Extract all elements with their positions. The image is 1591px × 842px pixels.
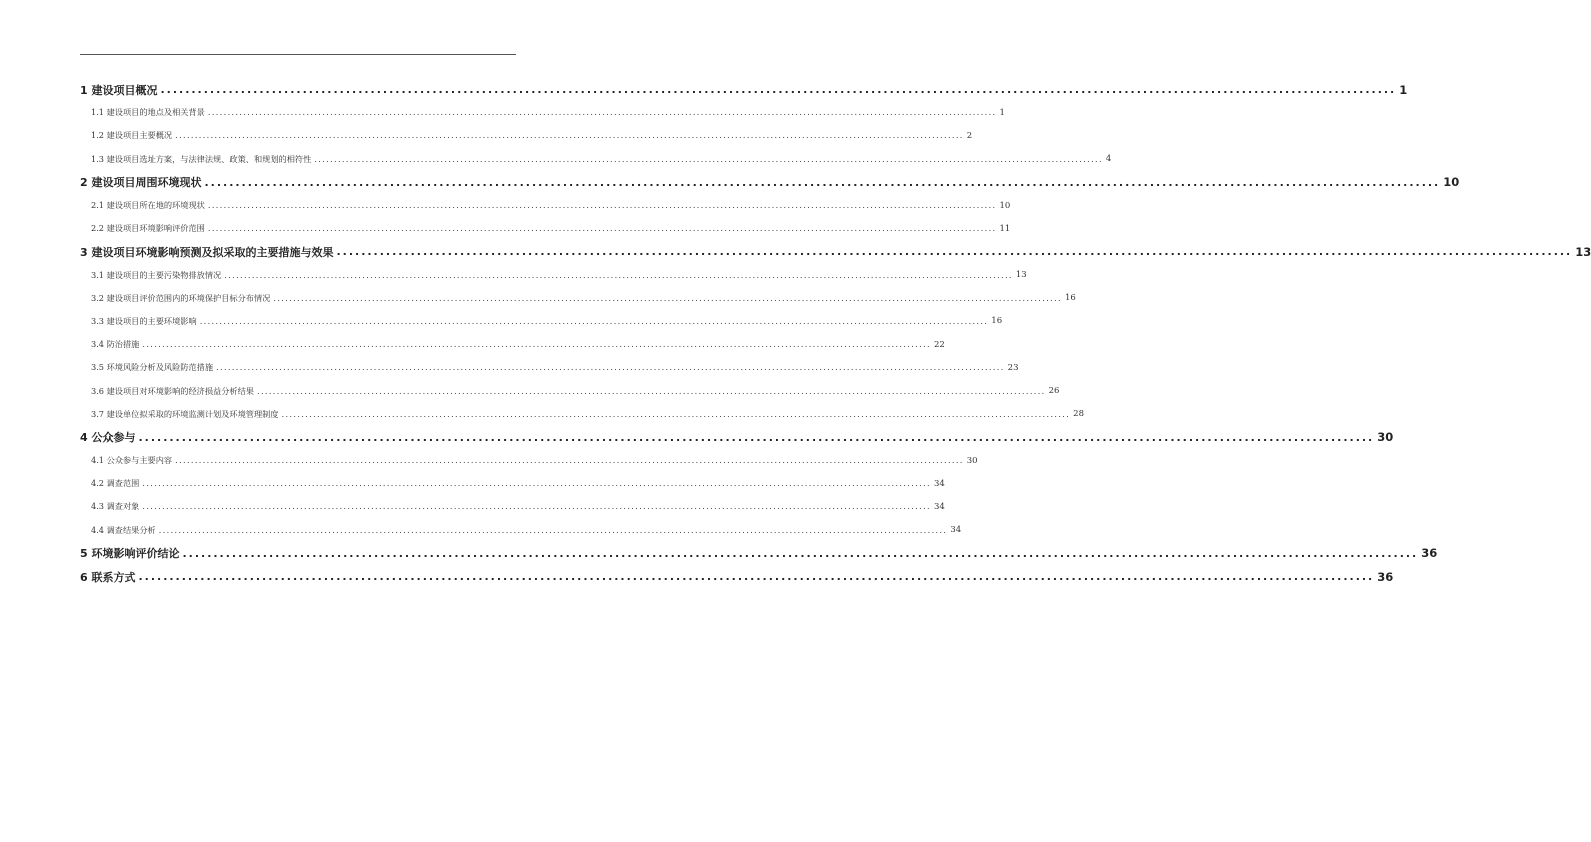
toc-section-entry[interactable] xyxy=(80,217,1011,240)
toc-dot-leader: ........................................................................................................................................................................................................ xyxy=(207,201,997,211)
toc-entry-title: 4.3 调查对象 xyxy=(91,501,140,512)
toc-section-entry[interactable] xyxy=(80,403,1084,426)
toc-section-entry[interactable] xyxy=(80,148,1112,171)
toc-section-entry[interactable] xyxy=(80,310,1003,333)
toc-dot-leader: ........................................................................................................................................................................................................ xyxy=(175,456,964,466)
toc-chapter-entry[interactable] xyxy=(80,565,1394,588)
toc-dot-leader: ........................................................................................................................................................................................................ xyxy=(257,386,1046,396)
toc-section-entry[interactable] xyxy=(80,333,945,356)
toc-entry-title: 3.7 建设单位拟采取的环境监测计划及环境管理制度 xyxy=(91,408,279,419)
toc-entry-title: 3.4 防治措施 xyxy=(91,339,140,350)
toc-section-entry[interactable] xyxy=(80,287,1076,310)
toc-entry-title: 3.1 建设项目的主要污染物排放情况 xyxy=(91,269,222,280)
toc-dot-leader: ........................................................................................................................................................................................................ xyxy=(138,570,1375,584)
toc-entry-title: 5 环境影响评价结论 xyxy=(80,547,180,561)
toc-dot-leader: ........................................................................................................................................................................................................ xyxy=(160,83,1397,97)
toc-entry-title: 6 联系方式 xyxy=(80,570,136,584)
toc-section-entry[interactable] xyxy=(80,194,1011,217)
toc-page-number: 13 xyxy=(1015,270,1027,281)
toc-page-number: 13 xyxy=(1575,244,1591,259)
toc-chapter-entry[interactable] xyxy=(80,426,1394,449)
toc-dot-leader: ........................................................................................................................................................................................................ xyxy=(216,363,1005,373)
toc-dot-leader: ........................................................................................................................................................................................................ xyxy=(199,316,989,326)
toc-page-number: 4 xyxy=(1105,154,1112,165)
toc-entry-title: 4.1 公众参与主要内容 xyxy=(91,455,173,466)
toc-dot-leader: ........................................................................................................................................................................................................ xyxy=(204,175,1441,189)
toc-page-number: 34 xyxy=(950,525,962,536)
toc-page-number: 16 xyxy=(1064,293,1076,304)
toc-entry-title: 4.4 调查结果分析 xyxy=(91,524,156,535)
toc-chapter-entry[interactable] xyxy=(80,240,1591,263)
toc-dot-leader: ........................................................................................................................................................................................................ xyxy=(224,270,1013,280)
toc-entry-title: 3.2 建设项目评价范围内的环境保护目标分布情况 xyxy=(91,292,271,303)
toc-entry-title: 2.2 建设项目环境影响评价范围 xyxy=(91,223,205,234)
toc-dot-leader: ........................................................................................................................................................................................................ xyxy=(314,154,1103,164)
toc-entry-title: 1.2 建设项目主要概况 xyxy=(91,130,173,141)
toc-section-entry[interactable] xyxy=(80,264,1027,287)
toc-page-number: 30 xyxy=(966,455,978,466)
toc-page-number: 23 xyxy=(1007,362,1019,373)
toc-section-entry[interactable] xyxy=(80,124,973,147)
toc-section-entry[interactable] xyxy=(80,356,1019,379)
toc-dot-leader: ........................................................................................................................................................................................................ xyxy=(281,409,1071,419)
toc-dot-leader: ........................................................................................................................................................................................................ xyxy=(142,502,931,512)
toc-dot-leader: ........................................................................................................................................................................................................ xyxy=(142,340,931,350)
toc-section-entry[interactable] xyxy=(80,519,962,542)
toc-dot-leader: ........................................................................................................................................................................................................ xyxy=(158,525,948,535)
toc-page-number: 36 xyxy=(1421,546,1438,561)
toc-page-number: 34 xyxy=(933,478,945,489)
toc-dot-leader: ........................................................................................................................................................................................................ xyxy=(138,430,1375,444)
toc-entry-title: 3.3 建设项目的主要环境影响 xyxy=(91,315,197,326)
toc-page-number: 30 xyxy=(1377,430,1394,445)
toc-page-number: 26 xyxy=(1048,386,1060,397)
toc-page-number: 10 xyxy=(1443,175,1460,190)
toc-page-number: 36 xyxy=(1377,569,1394,584)
toc-page-number: 34 xyxy=(933,501,945,512)
toc-dot-leader: ........................................................................................................................................................................................................ xyxy=(142,479,931,489)
toc-dot-leader: ........................................................................................................................................................................................................ xyxy=(273,293,1062,303)
toc-page-number: 28 xyxy=(1073,409,1084,420)
toc-page-number: 1 xyxy=(999,107,1005,118)
toc-entry-title: 1 建设项目概况 xyxy=(80,83,158,97)
toc-page-number: 1 xyxy=(1399,82,1408,97)
toc-section-entry[interactable] xyxy=(80,379,1060,402)
toc-dot-leader: ........................................................................................................................................................................................................ xyxy=(207,108,997,118)
toc-entry-title: 1.1 建设项目的地点及相关背景 xyxy=(91,107,205,118)
toc-page-number: 2 xyxy=(966,130,973,141)
toc-chapter-entry[interactable] xyxy=(80,171,1460,194)
toc-page-number: 16 xyxy=(991,316,1003,327)
toc-dot-leader: ........................................................................................................................................................................................................ xyxy=(207,224,997,234)
toc-section-entry[interactable] xyxy=(80,449,978,472)
toc-section-entry[interactable] xyxy=(80,495,945,518)
toc-chapter-entry[interactable] xyxy=(80,78,1408,101)
toc-entry-title: 3.5 环境风险分析及风险防范措施 xyxy=(91,362,214,373)
toc-entry-title: 4 公众参与 xyxy=(80,431,136,445)
toc-page-number: 22 xyxy=(933,339,945,350)
toc-entry-title: 3 建设项目环境影响预测及拟采取的主要措施与效果 xyxy=(80,245,334,259)
table-of-contents xyxy=(80,78,1591,588)
toc-entry-title: 2.1 建设项目所在地的环境现状 xyxy=(91,200,205,211)
toc-entry-title: 3.6 建设项目对环境影响的经济损益分析结果 xyxy=(91,385,254,396)
toc-entry-title: 4.2 调查范围 xyxy=(91,478,140,489)
toc-section-entry[interactable] xyxy=(80,472,945,495)
toc-section-entry[interactable] xyxy=(80,101,1005,124)
toc-dot-leader: ........................................................................................................................................................................................................ xyxy=(336,245,1573,259)
toc-page-number: 10 xyxy=(999,200,1011,211)
toc-entry-title: 2 建设项目周围环境现状 xyxy=(80,176,202,190)
toc-chapter-entry[interactable] xyxy=(80,542,1438,565)
toc-dot-leader: ........................................................................................................................................................................................................ xyxy=(175,131,964,141)
toc-entry-title: 1.3 建设项目选址方案，与法律法规、政策、和规划的相符性 xyxy=(91,153,312,164)
header-rule xyxy=(80,54,516,55)
toc-dot-leader: ........................................................................................................................................................................................................ xyxy=(182,546,1419,560)
toc-page-number: 11 xyxy=(999,223,1011,234)
